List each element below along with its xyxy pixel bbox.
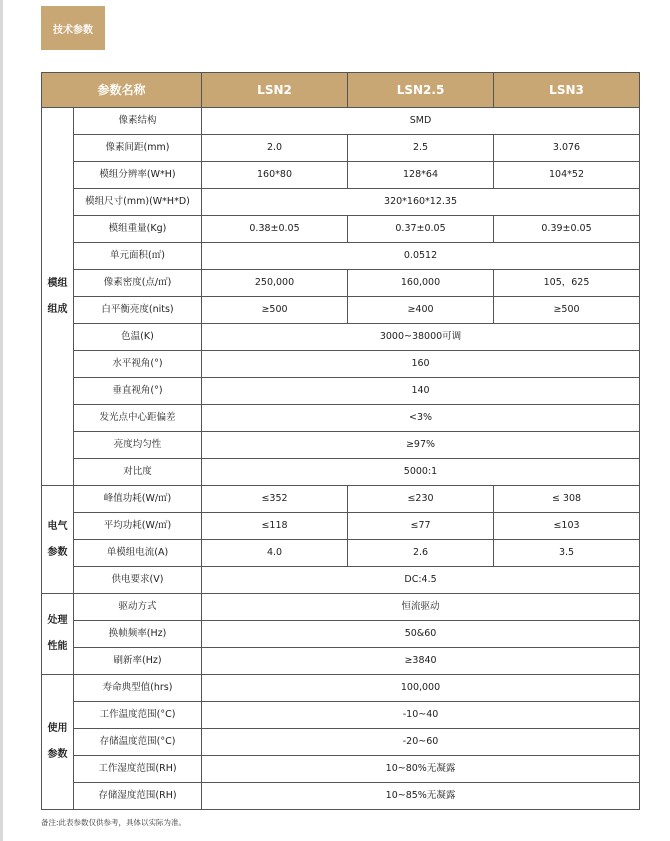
header-model-lsn3: LSN3: [494, 73, 640, 108]
table-row: [42, 216, 640, 243]
row-value: 250,000: [202, 270, 348, 297]
row-label: 刷新率(Hz): [74, 648, 202, 675]
row-value: 100,000: [202, 675, 640, 702]
table-row: [42, 648, 640, 675]
row-value: 2.6: [348, 540, 494, 567]
row-label: 像素间距(mm): [74, 135, 202, 162]
row-value: 160: [202, 351, 640, 378]
group-usage: 使用 参数: [42, 675, 74, 810]
row-label: 像素密度(点/㎡): [74, 270, 202, 297]
row-label: 供电要求(V): [74, 567, 202, 594]
table-row: [42, 594, 640, 621]
table-header-row: [42, 73, 640, 108]
row-label: 模组分辨率(W*H): [74, 162, 202, 189]
row-value: 5000:1: [202, 459, 640, 486]
table-row: [42, 513, 640, 540]
group-module: 模组 组成: [42, 108, 74, 486]
row-value: ≤230: [348, 486, 494, 513]
row-value: 0.0512: [202, 243, 640, 270]
row-value: 3.5: [494, 540, 640, 567]
header-model-lsn2: LSN2: [202, 73, 348, 108]
row-label: 存储温度范围(°C): [74, 729, 202, 756]
row-value: 10~80%无凝露: [202, 756, 640, 783]
row-value: 140: [202, 378, 640, 405]
row-label: 色温(K): [74, 324, 202, 351]
row-label: 换帧频率(Hz): [74, 621, 202, 648]
group-processing: 处理 性能: [42, 594, 74, 675]
row-value: SMD: [202, 108, 640, 135]
row-label: 单模组电流(A): [74, 540, 202, 567]
row-value: 50&60: [202, 621, 640, 648]
section-title-badge: 技术参数: [41, 6, 105, 50]
row-label: 亮度均匀性: [74, 432, 202, 459]
row-label: 对比度: [74, 459, 202, 486]
row-value: ≤ 308: [494, 486, 640, 513]
table-row: [42, 297, 640, 324]
table-row: [42, 189, 640, 216]
table-row: [42, 351, 640, 378]
row-label: 水平视角(°): [74, 351, 202, 378]
row-label: 单元面积(㎡): [74, 243, 202, 270]
table-row: [42, 567, 640, 594]
table-row: [42, 405, 640, 432]
row-label: 驱动方式: [74, 594, 202, 621]
table-row: [42, 108, 640, 135]
row-value: 3000~38000可调: [202, 324, 640, 351]
row-label: 像素结构: [74, 108, 202, 135]
row-value: ≤103: [494, 513, 640, 540]
header-param-name: 参数名称: [42, 73, 202, 108]
page-left-rule: [0, 0, 3, 841]
row-value: 10~85%无凝露: [202, 783, 640, 810]
row-label: 峰值功耗(W/㎡): [74, 486, 202, 513]
header-model-lsn2-5: LSN2.5: [348, 73, 494, 108]
row-value: 恒流驱动: [202, 594, 640, 621]
row-value: ≥400: [348, 297, 494, 324]
table-row: [42, 540, 640, 567]
footnote: 备注:此表参数仅供参考，具体以实际为准。: [41, 818, 187, 827]
table-row: [42, 621, 640, 648]
row-value: ≥500: [494, 297, 640, 324]
table-row: [42, 162, 640, 189]
table-row: [42, 486, 640, 513]
spec-table: [41, 72, 640, 810]
row-value: 4.0: [202, 540, 348, 567]
row-value: 160*80: [202, 162, 348, 189]
row-value: 160,000: [348, 270, 494, 297]
row-label: 平均功耗(W/㎡): [74, 513, 202, 540]
row-label: 工作湿度范围(RH): [74, 756, 202, 783]
row-value: ≤352: [202, 486, 348, 513]
table-row: [42, 432, 640, 459]
table-row: [42, 459, 640, 486]
row-value: -20~60: [202, 729, 640, 756]
table-row: [42, 675, 640, 702]
row-label: 寿命典型值(hrs): [74, 675, 202, 702]
table-row: [42, 783, 640, 810]
row-value: 0.38±0.05: [202, 216, 348, 243]
row-label: 工作温度范围(°C): [74, 702, 202, 729]
row-value: ≥3840: [202, 648, 640, 675]
row-value: 105，625: [494, 270, 640, 297]
table-row: [42, 378, 640, 405]
table-row: [42, 135, 640, 162]
row-value: ≤118: [202, 513, 348, 540]
row-value: 3.076: [494, 135, 640, 162]
table-row: [42, 702, 640, 729]
row-label: 发光点中心距偏差: [74, 405, 202, 432]
row-value: 2.5: [348, 135, 494, 162]
row-value: 320*160*12.35: [202, 189, 640, 216]
row-value: ≥500: [202, 297, 348, 324]
row-value: 104*52: [494, 162, 640, 189]
table-row: [42, 324, 640, 351]
row-value: 0.39±0.05: [494, 216, 640, 243]
row-label: 存储湿度范围(RH): [74, 783, 202, 810]
table-row: [42, 729, 640, 756]
row-value: ≥97%: [202, 432, 640, 459]
group-electrical: 电气 参数: [42, 486, 74, 594]
row-label: 模组重量(Kg): [74, 216, 202, 243]
row-value: 128*64: [348, 162, 494, 189]
table-row: [42, 243, 640, 270]
row-value: DC:4.5: [202, 567, 640, 594]
row-value: ≤77: [348, 513, 494, 540]
row-label: 白平衡亮度(nits): [74, 297, 202, 324]
row-label: 垂直视角(°): [74, 378, 202, 405]
row-value: 0.37±0.05: [348, 216, 494, 243]
table-row: [42, 756, 640, 783]
row-value: -10~40: [202, 702, 640, 729]
row-value: 2.0: [202, 135, 348, 162]
row-label: 模组尺寸(mm)(W*H*D): [74, 189, 202, 216]
table-row: [42, 270, 640, 297]
row-value: <3%: [202, 405, 640, 432]
